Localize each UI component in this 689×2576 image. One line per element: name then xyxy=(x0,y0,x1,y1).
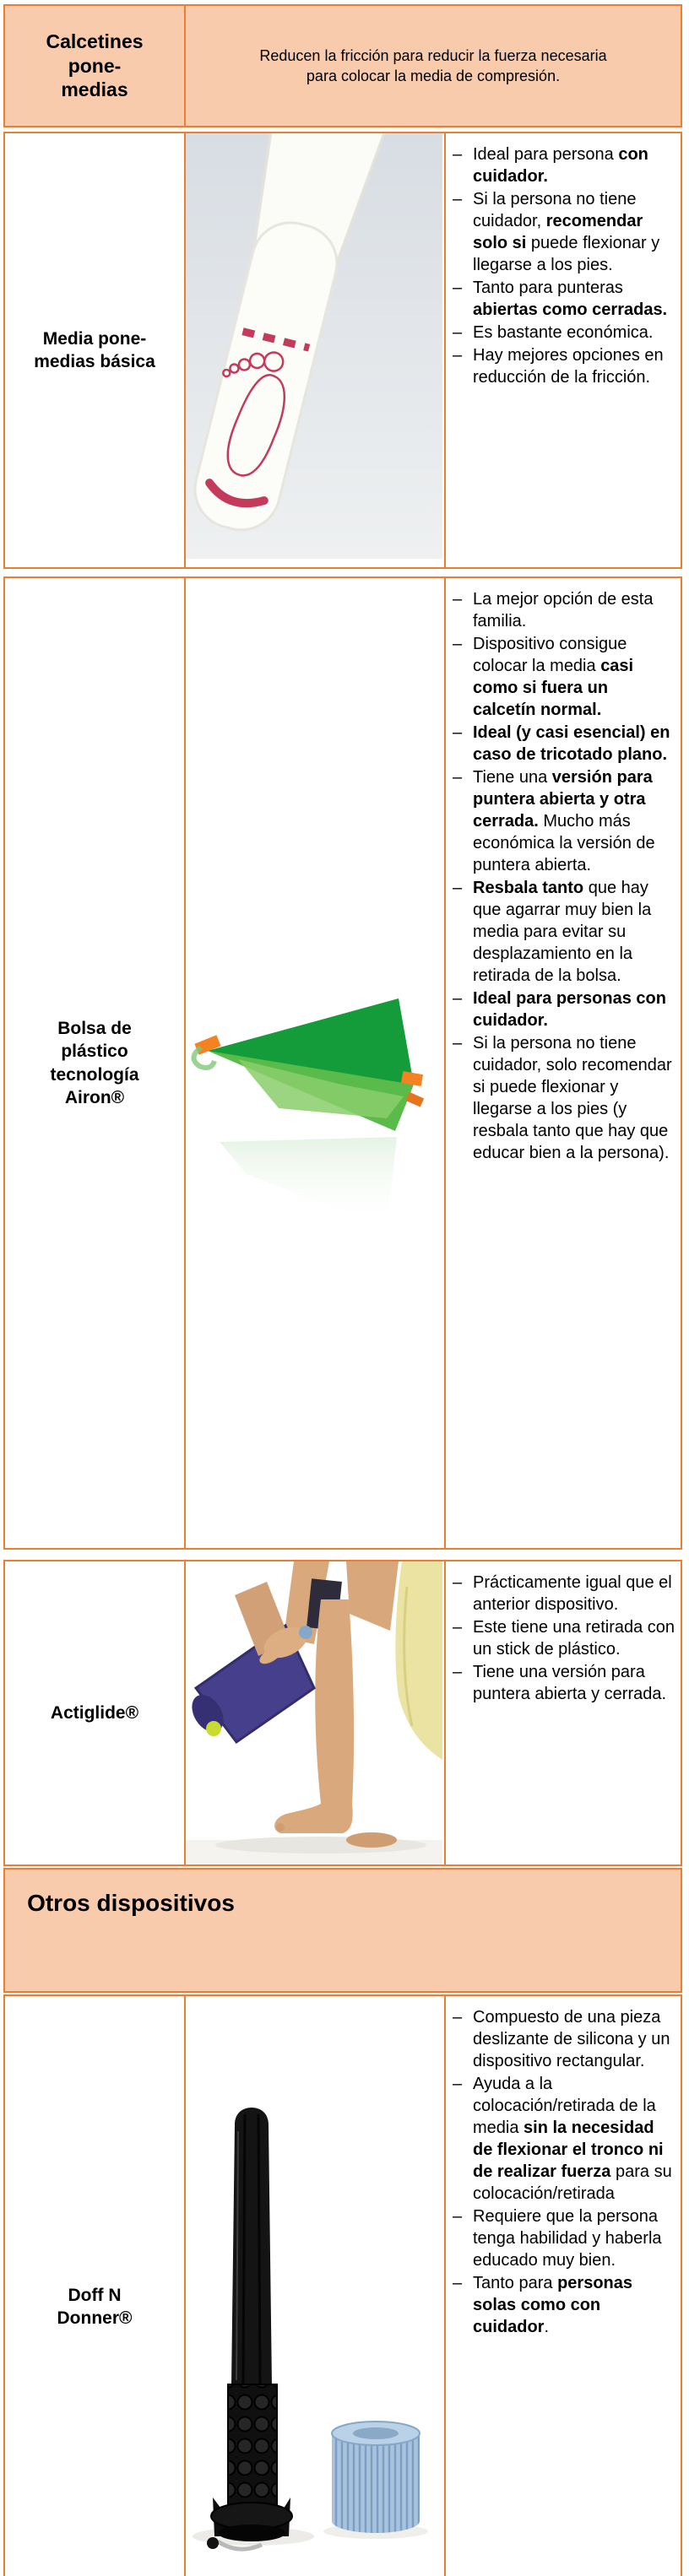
table-row xyxy=(3,1560,682,1866)
row-image-cell xyxy=(184,1996,444,2576)
section-header-row xyxy=(3,1868,682,1993)
device-name: Actiglide® xyxy=(50,1702,139,1723)
bullet-item: – Requiere que la persona tenga habilidad y haberla educado muy bien. xyxy=(449,2205,675,2271)
bullet-item: – Tanto para punteras abiertas como cerradas. xyxy=(449,277,675,321)
device-name: Bolsa de plástico tecnología Airon® xyxy=(50,1018,139,1107)
bullet-item: – Compuesto de una pieza deslizante de silicona y un dispositivo rectangular. xyxy=(449,2006,675,2072)
airon-plastic-bag-photo xyxy=(186,578,444,1548)
bullet-item: – Tiene una versión para puntera abierta y otra cerrada. Mucho más económica la versión de puntera abierta. xyxy=(449,766,675,876)
bullet-list xyxy=(449,143,675,388)
row-label-cell xyxy=(5,578,184,1548)
row-notes-cell xyxy=(444,578,681,1548)
device-name: Media pone-medias básica xyxy=(34,328,155,371)
donning-sleeve-photo xyxy=(186,133,444,567)
row-label-cell xyxy=(5,133,184,567)
bullet-list xyxy=(449,2006,675,2338)
row-notes-cell xyxy=(444,1996,681,2576)
table-header-row xyxy=(3,4,682,127)
bullet-item: – Si la persona no tiene cuidador, recomendar solo si puede flexionar y llegarse a los pies. xyxy=(449,188,675,276)
row-image-cell xyxy=(184,578,444,1548)
row-image-cell xyxy=(184,1561,444,1864)
bullet-item: – Ideal (y casi esencial) en caso de tricotado plano. xyxy=(449,722,675,766)
row-label-cell xyxy=(5,1996,184,2576)
bullet-list xyxy=(449,1572,675,1705)
bullet-item: – Prácticamente igual que el anterior dispositivo. xyxy=(449,1572,675,1615)
bullet-item: – Tanto para personas solas como con cuidador. xyxy=(449,2272,675,2338)
bullet-item: – Resbala tanto que hay que agarrar muy bien la media para evitar su desplazamiento en la retirada de la bolsa. xyxy=(449,877,675,987)
table-title: Calcetines pone-medias xyxy=(46,30,144,101)
table-row xyxy=(3,576,682,1550)
table-description: Reducen la fricción para reducir la fuerza necesaria para colocar la media de compresión. xyxy=(259,46,607,84)
bullet-item: – Dispositivo consigue colocar la media casi como si fuera un calcetín normal. xyxy=(449,633,675,721)
bullet-item: – La mejor opción de esta familia. xyxy=(449,588,675,632)
bullet-item: – Ayuda a la colocación/retirada de la media sin la necesidad de flexionar el tronco ni de realizar fuerza para su colocación/retirada xyxy=(449,2073,675,2205)
bullet-item: – Hay mejores opciones en reducción de la fricción. xyxy=(449,344,675,388)
header-title-cell xyxy=(5,6,184,126)
doff-n-donner-photo xyxy=(186,1996,444,2576)
actiglide-device-photo xyxy=(186,1561,444,1864)
row-label-cell xyxy=(5,1561,184,1864)
row-notes-cell xyxy=(444,1561,681,1864)
bullet-item: – Ideal para persona con cuidador. xyxy=(449,143,675,187)
header-description-cell xyxy=(184,6,681,126)
bullet-item: – Ideal para personas con cuidador. xyxy=(449,988,675,1031)
bullet-item: – Este tiene una retirada con un stick de plástico. xyxy=(449,1616,675,1660)
table-row xyxy=(3,132,682,569)
section-title: Otros dispositivos xyxy=(27,1890,235,1916)
row-notes-cell xyxy=(444,133,681,567)
bullet-item: – Si la persona no tiene cuidador, solo recomendar si puede flexionar y llegarse a los pies (y resbala tanto que hay que educar bien a la persona). xyxy=(449,1032,675,1164)
device-name: Doff N Donner® xyxy=(57,2285,133,2328)
bullet-item: – Es bastante económica. xyxy=(449,322,675,344)
bullet-item: – Tiene una versión para puntera abierta y cerrada. xyxy=(449,1661,675,1705)
bullet-list xyxy=(449,588,675,1164)
row-image-cell xyxy=(184,133,444,567)
table-row xyxy=(3,1994,682,2576)
